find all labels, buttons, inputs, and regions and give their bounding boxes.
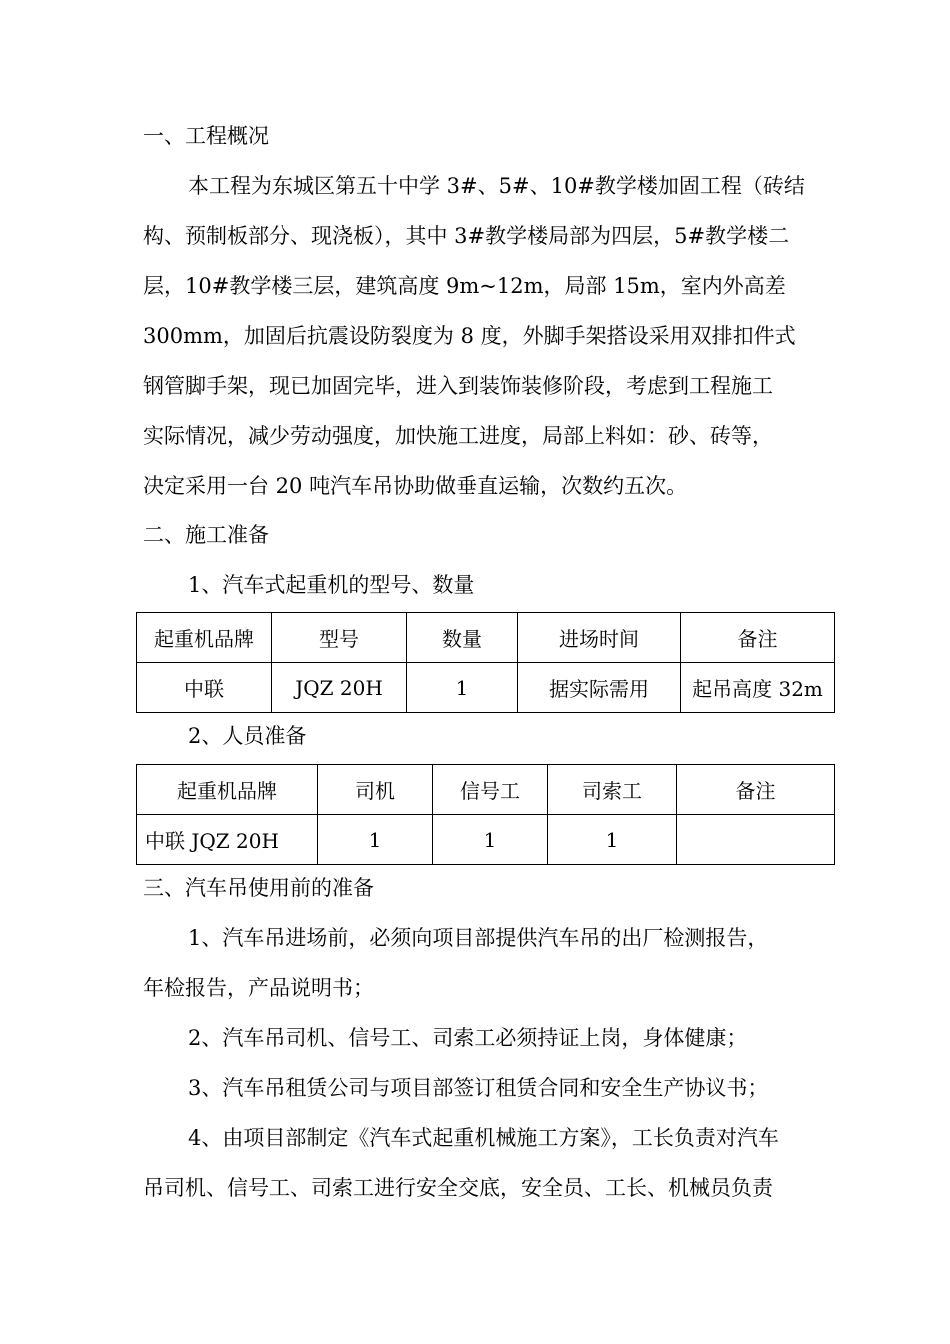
section-3-heading: 三、汽车吊使用前的准备 xyxy=(143,876,374,900)
table-header-cell: 信号工 xyxy=(433,765,548,815)
paragraph-line: 本工程为东城区第五十中学 3#、5#、10#教学楼加固工程（砖结 xyxy=(188,174,805,198)
table-cell: 1 xyxy=(433,815,548,865)
paragraph-line: 3、汽车吊租赁公司与项目部签订租赁合同和安全生产协议书； xyxy=(188,1076,769,1100)
paragraph-line: 2、汽车吊司机、信号工、司索工必须持证上岗，身体健康； xyxy=(188,1026,748,1050)
table-cell: 1 xyxy=(548,815,677,865)
section-1-heading: 一、工程概况 xyxy=(143,124,269,148)
paragraph-line: 层，10#教学楼三层，建筑高度 9m~12m，局部 15m，室内外高差 xyxy=(143,274,786,298)
subsection-crane-model-heading: 1、汽车式起重机的型号、数量 xyxy=(188,573,475,597)
paragraph-line: 吊司机、信号工、司索工进行安全交底，安全员、工长、机械员负责 xyxy=(143,1176,773,1200)
paragraph-line: 构、预制板部分、现浇板），其中 3#教学楼局部为四层，5#教学楼二 xyxy=(143,224,790,248)
crane-model-table xyxy=(136,612,835,713)
subsection-personnel-heading: 2、人员准备 xyxy=(188,724,307,748)
personnel-table xyxy=(136,764,835,865)
paragraph-line: 年检报告，产品说明书； xyxy=(143,976,374,1000)
paragraph-line: 钢管脚手架，现已加固完毕，进入到装饰装修阶段，考虑到工程施工 xyxy=(143,374,773,398)
table-header-cell: 起重机品牌 xyxy=(137,765,318,815)
table-cell: 中联 xyxy=(137,663,272,713)
paragraph-line: 1、汽车吊进场前，必须向项目部提供汽车吊的出厂检测报告， xyxy=(188,926,769,950)
table-header-row xyxy=(137,613,835,663)
table-header-cell: 起重机品牌 xyxy=(137,613,272,663)
table-cell: 中联 JQZ 20H xyxy=(137,815,318,865)
table-header-cell: 司索工 xyxy=(548,765,677,815)
table-cell: 据实际需用 xyxy=(518,663,681,713)
table-row xyxy=(137,815,835,865)
paragraph-line: 4、由项目部制定《汽车式起重机械施工方案》，工长负责对汽车 xyxy=(188,1126,779,1150)
table-cell: JQZ 20H xyxy=(272,663,407,713)
table-cell: 1 xyxy=(318,815,433,865)
table-cell: 起吊高度 32m xyxy=(681,663,835,713)
table-cell xyxy=(677,815,835,865)
section-2-heading: 二、施工准备 xyxy=(143,523,269,547)
table-header-row xyxy=(137,765,835,815)
table-header-cell: 备注 xyxy=(677,765,835,815)
table-header-cell: 进场时间 xyxy=(518,613,681,663)
table-header-cell: 司机 xyxy=(318,765,433,815)
table-cell: 1 xyxy=(407,663,518,713)
table-header-cell: 备注 xyxy=(681,613,835,663)
paragraph-line: 300mm，加固后抗震设防裂度为 8 度，外脚手架搭设采用双排扣件式 xyxy=(143,324,796,348)
paragraph-line: 实际情况，减少劳动强度，加快施工进度，局部上料如：砂、砖等， xyxy=(143,424,773,448)
table-header-cell: 型号 xyxy=(272,613,407,663)
table-row xyxy=(137,663,835,713)
table-header-cell: 数量 xyxy=(407,613,518,663)
paragraph-line: 决定采用一台 20 吨汽车吊协助做垂直运输，次数约五次。 xyxy=(143,474,688,498)
